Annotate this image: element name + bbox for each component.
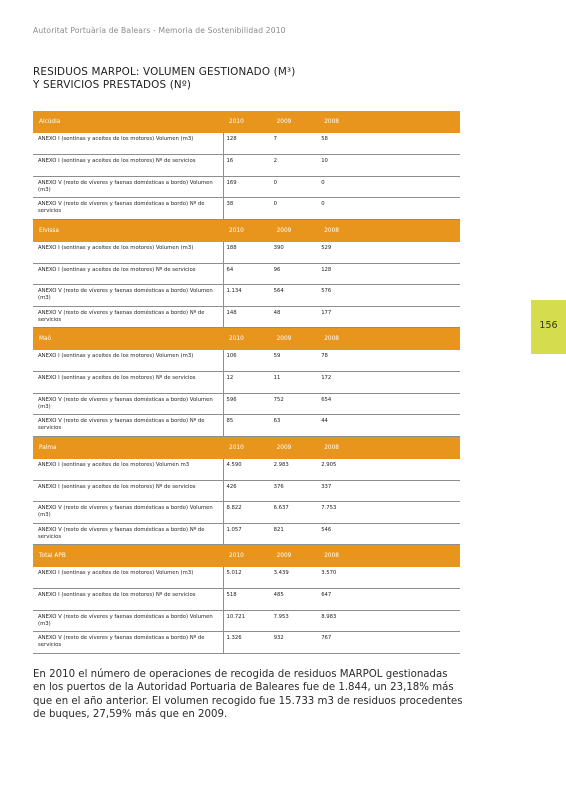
port-name: Alcúdia — [39, 119, 61, 125]
value-cell: 6.637 — [273, 505, 289, 511]
table-row — [33, 350, 460, 372]
table-row — [33, 155, 460, 177]
row-label: ANEXO V (resto de víveres y faenas domésticas a bordo) Nº de servicios — [33, 632, 223, 654]
row-label: ANEXO I (sentinas y aceites de los motores) Nº de servicios — [33, 480, 223, 502]
section-title — [33, 66, 295, 92]
row-filler — [366, 350, 460, 372]
value-cell: 0 — [273, 201, 277, 207]
value-cell: 12 — [226, 375, 234, 381]
table-row — [33, 523, 460, 545]
year-header: 2009 — [276, 444, 292, 451]
row-filler — [366, 459, 460, 481]
row-label: ANEXO I (sentinas y aceites de los motores) Volumen (m3) — [33, 567, 223, 589]
value-cell: 1.057 — [226, 526, 242, 533]
year-header: 2010 — [229, 553, 244, 559]
port-header-row — [33, 328, 460, 350]
year-header: 2008 — [324, 227, 339, 234]
row-filler — [366, 242, 460, 264]
row-label: ANEXO I (sentinas y aceites de los motores) Volumen (m3) — [33, 242, 223, 264]
value-cell: 63 — [273, 418, 281, 424]
row-filler — [366, 198, 460, 220]
port-header-row — [33, 220, 460, 242]
value-cell: 188 — [226, 244, 237, 251]
value-cell: 8.983 — [321, 613, 337, 620]
row-label: ANEXO I (sentinas y aceites de los motores) Volumen (m3) — [33, 350, 223, 372]
value-cell: 337 — [321, 483, 332, 490]
value-cell: 11 — [273, 375, 281, 381]
value-cell: 3.439 — [273, 570, 289, 576]
value-cell: 752 — [273, 396, 284, 403]
value-cell: 128 — [321, 266, 332, 273]
page-number-tab — [531, 300, 566, 354]
row-filler — [366, 567, 460, 589]
value-cell: 5.012 — [226, 570, 242, 576]
row-filler — [366, 176, 460, 198]
table-row — [33, 610, 460, 632]
row-filler — [366, 285, 460, 307]
value-cell: 10.721 — [226, 613, 246, 620]
table-row — [33, 459, 460, 481]
port-table — [33, 437, 460, 546]
value-cell: 2.983 — [273, 461, 289, 468]
port-name: Maó — [39, 336, 52, 342]
value-cell: 10 — [321, 158, 328, 164]
section-title-line-1: RESIDUOS MARPOL: VOLUMEN GESTIONADO (M³) — [33, 66, 296, 78]
row-label: ANEXO V (resto de víveres y faenas domésticas a bordo) Nº de servicios — [33, 306, 223, 328]
value-cell: 564 — [273, 288, 284, 294]
table-row — [33, 632, 460, 654]
row-label: ANEXO I (sentinas y aceites de los motores) Nº de servicios — [33, 155, 223, 177]
value-cell: 106 — [226, 353, 237, 359]
row-label: ANEXO V (resto de víveres y faenas domésticas a bordo) Volumen (m3) — [33, 393, 223, 415]
table-row — [33, 393, 460, 415]
table-row — [33, 176, 460, 198]
year-header: 2008 — [324, 553, 339, 559]
value-cell: 128 — [226, 136, 237, 142]
table-row — [33, 502, 460, 524]
value-cell: 518 — [226, 592, 237, 598]
row-filler — [366, 155, 460, 177]
year-header: 2010 — [229, 444, 244, 451]
row-filler — [366, 263, 460, 285]
value-cell: 0 — [321, 179, 325, 186]
year-header: 2009 — [276, 553, 292, 559]
year-header: 2009 — [276, 336, 292, 342]
row-filler — [366, 133, 460, 155]
value-cell: 169 — [226, 179, 237, 186]
table-row — [33, 133, 460, 155]
table-row — [33, 242, 460, 264]
row-label: ANEXO V (resto de víveres y faenas domésticas a bordo) Volumen (m3) — [33, 176, 223, 198]
header-filler — [366, 545, 460, 567]
value-cell: 7.753 — [321, 505, 337, 511]
header-filler — [366, 328, 460, 350]
row-label: ANEXO I (sentinas y aceites de los motores) Volumen (m3) — [33, 133, 223, 155]
port-header-row — [33, 111, 460, 133]
value-cell: 64 — [226, 266, 234, 273]
page-number: 156 — [539, 320, 558, 331]
table-row — [33, 263, 460, 285]
value-cell: 16 — [226, 158, 234, 164]
row-label: ANEXO I (sentinas y aceites de los motores) Nº de servicios — [33, 263, 223, 285]
value-cell: 85 — [226, 418, 234, 424]
value-cell: 767 — [321, 635, 332, 641]
value-cell: 59 — [273, 353, 281, 359]
row-label: ANEXO V (resto de víveres y faenas domésticas a bordo) Volumen (m3) — [33, 610, 223, 632]
port-table — [33, 220, 460, 329]
row-label: ANEXO I (sentinas y aceites de los motores) Volumen m3 — [33, 459, 223, 481]
year-header: 2010 — [229, 119, 244, 125]
value-cell: 932 — [273, 635, 284, 641]
section-title-line-2: Y SERVICIOS PRESTADOS (Nº) — [33, 79, 192, 91]
port-name: Palma — [39, 444, 57, 451]
row-filler — [366, 306, 460, 328]
table-row — [33, 567, 460, 589]
row-label: ANEXO V (resto de víveres y faenas domésticas a bordo) Volumen (m3) — [33, 502, 223, 524]
row-label: ANEXO V (resto de víveres y faenas domésticas a bordo) Nº de servicios — [33, 198, 223, 220]
value-cell: 44 — [321, 418, 328, 424]
row-filler — [366, 632, 460, 654]
value-cell: 8.822 — [226, 505, 242, 511]
row-filler — [366, 523, 460, 545]
row-filler — [366, 415, 460, 437]
value-cell: 78 — [321, 353, 328, 359]
table-row — [33, 589, 460, 611]
value-cell: 2.905 — [321, 461, 337, 468]
value-cell: 7 — [273, 136, 277, 142]
value-cell: 821 — [273, 526, 284, 533]
table-row — [33, 285, 460, 307]
row-filler — [366, 372, 460, 394]
year-header: 2009 — [276, 227, 292, 234]
table-row — [33, 372, 460, 394]
row-label: ANEXO V (resto de víveres y faenas domésticas a bordo) Nº de servicios — [33, 415, 223, 437]
row-filler — [366, 393, 460, 415]
header-filler — [366, 437, 460, 459]
table-row — [33, 306, 460, 328]
table-row — [33, 198, 460, 220]
value-cell: 148 — [226, 309, 237, 316]
value-cell: 2 — [273, 158, 277, 164]
value-cell: 38 — [226, 201, 234, 207]
value-cell: 390 — [273, 244, 284, 251]
year-header: 2010 — [229, 227, 244, 234]
year-header: 2008 — [324, 119, 339, 125]
row-filler — [366, 610, 460, 632]
value-cell: 3.570 — [321, 570, 337, 576]
value-cell: 172 — [321, 375, 332, 381]
table-row — [33, 415, 460, 437]
header-filler — [366, 220, 460, 242]
value-cell: 0 — [273, 179, 277, 186]
value-cell: 426 — [226, 483, 237, 490]
port-table — [33, 328, 460, 437]
value-cell: 529 — [321, 244, 332, 251]
year-header: 2010 — [229, 336, 244, 342]
row-label: ANEXO I (sentinas y aceites de los motores) Nº de servicios — [33, 372, 223, 394]
value-cell: 546 — [321, 526, 332, 533]
port-name: Total APB — [39, 553, 66, 559]
table-row — [33, 480, 460, 502]
row-label: ANEXO I (sentinas y aceites de los motores) Nº de servicios — [33, 589, 223, 611]
summary-paragraph: En 2010 el número de operaciones de recogida de residuos MARPOL gestionadas en los puertos de la Autoridad Portuaria de Baleares fue de 1.844, un 23,18% más que en el año anterior. El volumen recogido fue 15.733 m3 de residuos procedentes de buques, 27,59% más que en 2009. — [33, 669, 463, 720]
year-header: 2009 — [276, 119, 292, 125]
value-cell: 654 — [321, 396, 332, 403]
port-header-row — [33, 545, 460, 567]
value-cell: 1.326 — [226, 635, 242, 641]
value-cell: 1.134 — [226, 288, 242, 294]
year-header: 2008 — [324, 444, 339, 451]
value-cell: 576 — [321, 288, 332, 294]
value-cell: 7.953 — [273, 613, 289, 620]
row-filler — [366, 502, 460, 524]
port-table — [33, 545, 460, 654]
row-filler — [366, 480, 460, 502]
value-cell: 376 — [273, 483, 284, 490]
row-label: ANEXO V (resto de víveres y faenas domésticas a bordo) Volumen (m3) — [33, 285, 223, 307]
value-cell: 48 — [273, 309, 281, 316]
value-cell: 58 — [321, 136, 328, 142]
value-cell: 485 — [273, 592, 284, 598]
marpol-tables — [33, 111, 460, 654]
port-header-row — [33, 437, 460, 459]
value-cell: 96 — [273, 266, 281, 273]
value-cell: 0 — [321, 201, 325, 207]
year-header: 2008 — [324, 336, 339, 342]
value-cell: 4.590 — [226, 461, 242, 468]
port-table — [33, 111, 460, 220]
header-filler — [366, 111, 460, 133]
row-label: ANEXO V (resto de víveres y faenas domésticas a bordo) Nº de servicios — [33, 523, 223, 545]
port-name: Eivissa — [39, 227, 59, 234]
running-header: Autoritat Portuària de Balears - Memoria de Sostenibilidad 2010 — [33, 26, 286, 35]
value-cell: 177 — [321, 309, 332, 316]
row-filler — [366, 589, 460, 611]
value-cell: 647 — [321, 592, 332, 598]
value-cell: 596 — [226, 396, 237, 403]
